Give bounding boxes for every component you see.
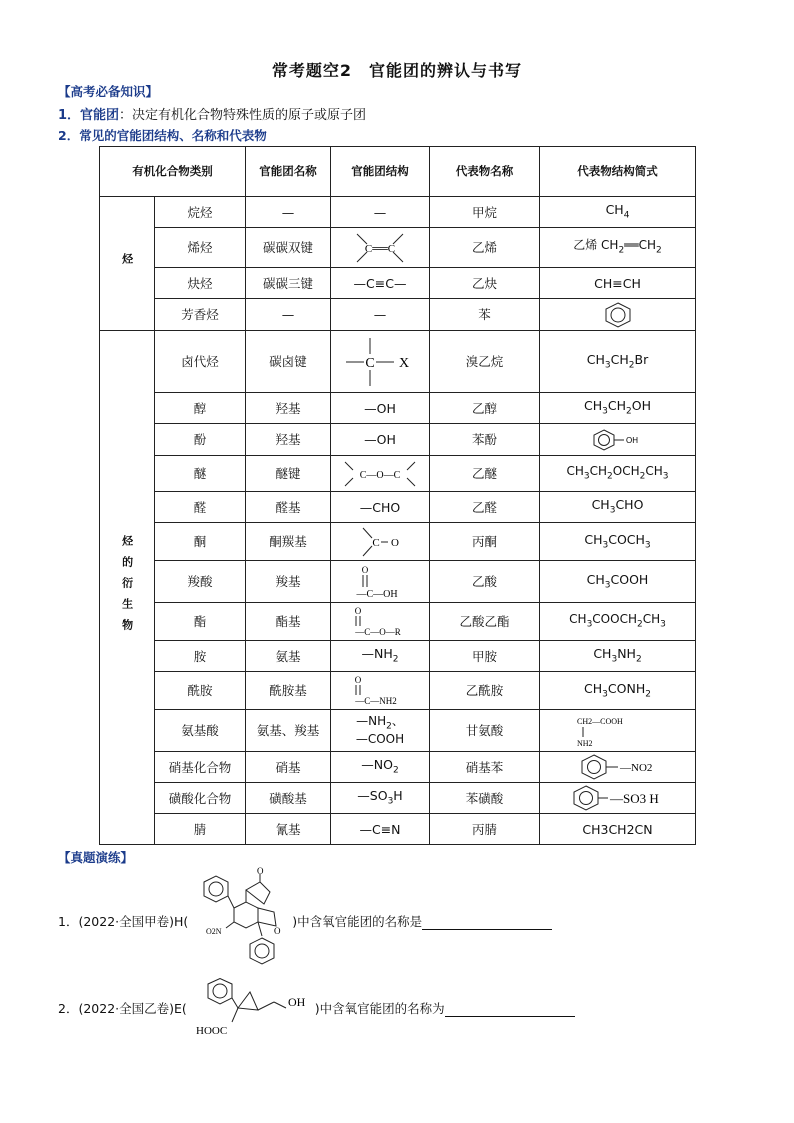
cell-fg: 氨基、羧基 [246, 710, 331, 752]
ketone-structure [355, 525, 405, 559]
q2-molecule-structure [194, 978, 320, 1040]
cell-rep: 甲胺 [430, 641, 540, 672]
cell-class: 羧酸 [155, 561, 246, 603]
cell-formula: $CH_3CH_2OH$ [540, 393, 696, 424]
svg-text:C: C [372, 536, 380, 549]
ether-structure [337, 459, 423, 489]
amide-structure [340, 674, 420, 708]
cell-formula: $CH_3NH_2$ [540, 641, 696, 672]
table-row [100, 561, 696, 603]
header-fg-struct: 官能团结构 [331, 147, 430, 197]
group-hydrocarbon: 烃 [100, 197, 155, 331]
cell-fg: 羟基 [246, 424, 331, 456]
answer-blank-2[interactable] [445, 1002, 575, 1017]
item-1-label: 1．官能团 [58, 108, 120, 123]
ester-structure [340, 605, 420, 639]
cell-formula-glycine [540, 710, 696, 752]
page-title: 常考题空2 官能团的辨认与书写 [271, 61, 523, 80]
cell-class: 酚 [155, 424, 246, 456]
svg-text:X: X [398, 355, 410, 371]
svg-text:O2N: O2N [206, 927, 222, 936]
cell-class: 氨基酸 [155, 710, 246, 752]
cell-struct: $—SO_3H$ [331, 783, 430, 814]
cell-rep: 乙酸 [430, 561, 540, 603]
section-knowledge: 【高考必备知识】 [58, 84, 159, 99]
svg-text:O: O [391, 536, 399, 549]
question-2-suffix: )中含氧官能团的名称为 [314, 1001, 445, 1016]
cell-formula: $CH_3CH_2OCH_2CH_3$ [540, 456, 696, 492]
cell-class: 醛 [155, 492, 246, 523]
cell-fg: 醚键 [246, 456, 331, 492]
cell-class: 烯烃 [155, 228, 246, 268]
table-row [100, 710, 696, 752]
cell-struct: —C≡N [331, 814, 430, 845]
cell-fg: 醛基 [246, 492, 331, 523]
svg-text:—NO2: —NO2 [619, 762, 652, 774]
answer-blank-1[interactable] [422, 915, 552, 930]
table-row [100, 814, 696, 845]
cell-class: 腈 [155, 814, 246, 845]
cell-rep: 甘氨酸 [430, 710, 540, 752]
cell-fg: 氰基 [246, 814, 331, 845]
cell-formula: CH3CH2CN [540, 814, 696, 845]
table-row [100, 228, 696, 268]
group-derivatives: 烃的衍生物 [100, 331, 155, 845]
cell-rep: 乙醛 [430, 492, 540, 523]
cell-struct: —CHO [331, 492, 430, 523]
table-row [100, 752, 696, 783]
svg-text:—C—O—R: —C—O—R [355, 626, 401, 637]
cell-class: 卤代烃 [155, 331, 246, 393]
svg-text:OH: OH [625, 435, 638, 445]
cell-class: 醚 [155, 456, 246, 492]
cell-rep: 乙炔 [430, 268, 540, 299]
table-row [100, 603, 696, 641]
table-row [100, 299, 696, 331]
cell-fg: — [246, 197, 331, 228]
cell-struct: $—NH_2$、 —COOH [331, 710, 430, 752]
cell-class: 芳香烃 [155, 299, 246, 331]
item-1-text: ：决定有机化合物特殊性质的原子或原子团 [119, 108, 367, 123]
cell-class: 酰胺 [155, 672, 246, 710]
table-row [100, 197, 696, 228]
cell-class: 胺 [155, 641, 246, 672]
cell-struct-ketone [331, 523, 430, 561]
table-row [100, 672, 696, 710]
table-row [100, 523, 696, 561]
table-row [100, 456, 696, 492]
benzenesulfonic-structure [570, 784, 666, 812]
svg-text:C══C: C══C [364, 242, 396, 255]
cell-formula: $CH_3CONH_2$ [540, 672, 696, 710]
cell-formula-benzene [540, 299, 696, 331]
cell-fg: 羟基 [246, 393, 331, 424]
cell-struct: $—NO_2$ [331, 752, 430, 783]
cell-class: 磺酸化合物 [155, 783, 246, 814]
alkene-structure [345, 230, 415, 266]
cell-formula: CH≡CH [540, 268, 696, 299]
nitrobenzene-structure [578, 753, 658, 781]
header-rep-formula: 代表物结构简式 [540, 147, 696, 197]
cell-rep: 溴乙烷 [430, 331, 540, 393]
svg-text:CH2—COOH: CH2—COOH [576, 716, 623, 726]
cell-fg: 硝基 [246, 752, 331, 783]
cell-class: 醇 [155, 393, 246, 424]
svg-text:—C—NH2: —C—NH2 [355, 695, 397, 706]
cell-fg: 羧基 [246, 561, 331, 603]
question-1 [58, 912, 552, 930]
table-row [100, 331, 696, 393]
cell-struct: —OH [331, 393, 430, 424]
cell-fg: — [246, 299, 331, 331]
svg-text:O: O [354, 605, 362, 616]
cell-formula: $CH_3COOCH_2CH_3$ [540, 603, 696, 641]
svg-text:O: O [274, 926, 281, 936]
cell-struct-alkene [331, 228, 430, 268]
cell-rep: 苯酚 [430, 424, 540, 456]
cell-struct-amide [331, 672, 430, 710]
cell-fg: 碳碳双键 [246, 228, 331, 268]
cell-class: 烷烃 [155, 197, 246, 228]
header-rep-name: 代表物名称 [430, 147, 540, 197]
cell-rep: 硝基苯 [430, 752, 540, 783]
cell-fg: 酯基 [246, 603, 331, 641]
table-row [100, 424, 696, 456]
cell-fg: 磺酸基 [246, 783, 331, 814]
svg-text:HOOC: HOOC [196, 1025, 228, 1037]
cell-rep: 乙酰胺 [430, 672, 540, 710]
glycine-structure [573, 713, 663, 749]
cell-rep: 苯磺酸 [430, 783, 540, 814]
header-class: 有机化合物类别 [100, 147, 246, 197]
phenol-structure [590, 428, 646, 452]
svg-text:O: O [354, 674, 362, 685]
cell-rep: 乙醇 [430, 393, 540, 424]
cell-formula: $CH_3CHO$ [540, 492, 696, 523]
cell-struct-ether [331, 456, 430, 492]
cell-fg: 碳卤键 [246, 331, 331, 393]
cell-formula-phenol [540, 424, 696, 456]
q1-molecule-structure [186, 866, 290, 970]
table-row [100, 268, 696, 299]
cell-struct: $—NH_2$ [331, 641, 430, 672]
cell-rep: 乙酸乙酯 [430, 603, 540, 641]
cell-formula: $CH_3COCH_3$ [540, 523, 696, 561]
cell-fg: 酰胺基 [246, 672, 331, 710]
header-fg-name: 官能团名称 [246, 147, 331, 197]
cell-formula-sulfonic [540, 783, 696, 814]
question-1-suffix: )中含氧官能团的名称是 [292, 914, 423, 929]
svg-text:—C—OH: —C—OH [356, 588, 398, 600]
table-row [100, 393, 696, 424]
cell-struct-cx [331, 331, 430, 393]
cell-rep: 苯 [430, 299, 540, 331]
svg-text:O: O [361, 564, 369, 575]
table-row [100, 641, 696, 672]
cell-struct: —OH [331, 424, 430, 456]
cell-rep: 丙腈 [430, 814, 540, 845]
question-2-prefix: 2．(2022·全国乙卷)E( [58, 1001, 187, 1016]
cell-rep: 乙烯 [430, 228, 540, 268]
cell-rep: 乙醚 [430, 456, 540, 492]
table-header-row [100, 147, 696, 197]
cell-class: 酮 [155, 523, 246, 561]
svg-text:C: C [365, 355, 375, 371]
svg-text:C—O—C: C—O—C [359, 469, 401, 481]
cell-class: 酯 [155, 603, 246, 641]
cell-struct: — [331, 299, 430, 331]
cell-formula-nitrobenzene [540, 752, 696, 783]
question-1-prefix: 1．(2022·全国甲卷)H( [58, 914, 189, 929]
carboxyl-structure [345, 563, 415, 601]
cell-class: 硝基化合物 [155, 752, 246, 783]
svg-text:—SO3 H: —SO3 H [609, 791, 659, 806]
svg-text:NH2: NH2 [576, 738, 593, 748]
cell-formula: 乙烯 $CH_2══CH_2$ [540, 228, 696, 268]
cell-formula: $CH_3CH_2Br$ [540, 331, 696, 393]
cell-formula: $CH_3COOH$ [540, 561, 696, 603]
item-2: 2．常见的官能团结构、名称和代表物 [58, 128, 267, 143]
functional-group-table [99, 146, 696, 845]
cell-fg: 碳碳三键 [246, 268, 331, 299]
item-1 [58, 104, 366, 123]
cell-formula: $CH_4$ [540, 197, 696, 228]
section-practice: 【真题演练】 [58, 850, 134, 865]
cell-struct-ester [331, 603, 430, 641]
cell-class: 炔烃 [155, 268, 246, 299]
benzene-ring-icon [603, 301, 633, 329]
cell-rep: 甲烷 [430, 197, 540, 228]
svg-text:OH: OH [288, 995, 306, 1009]
table-row [100, 783, 696, 814]
table-row [100, 492, 696, 523]
cell-fg: 氨基 [246, 641, 331, 672]
svg-text:O: O [257, 866, 264, 876]
cell-struct-carboxyl [331, 561, 430, 603]
carbon-halogen-structure [342, 334, 418, 390]
cell-rep: 丙酮 [430, 523, 540, 561]
cell-struct: —C≡C— [331, 268, 430, 299]
cell-fg: 酮羰基 [246, 523, 331, 561]
cell-struct: — [331, 197, 430, 228]
